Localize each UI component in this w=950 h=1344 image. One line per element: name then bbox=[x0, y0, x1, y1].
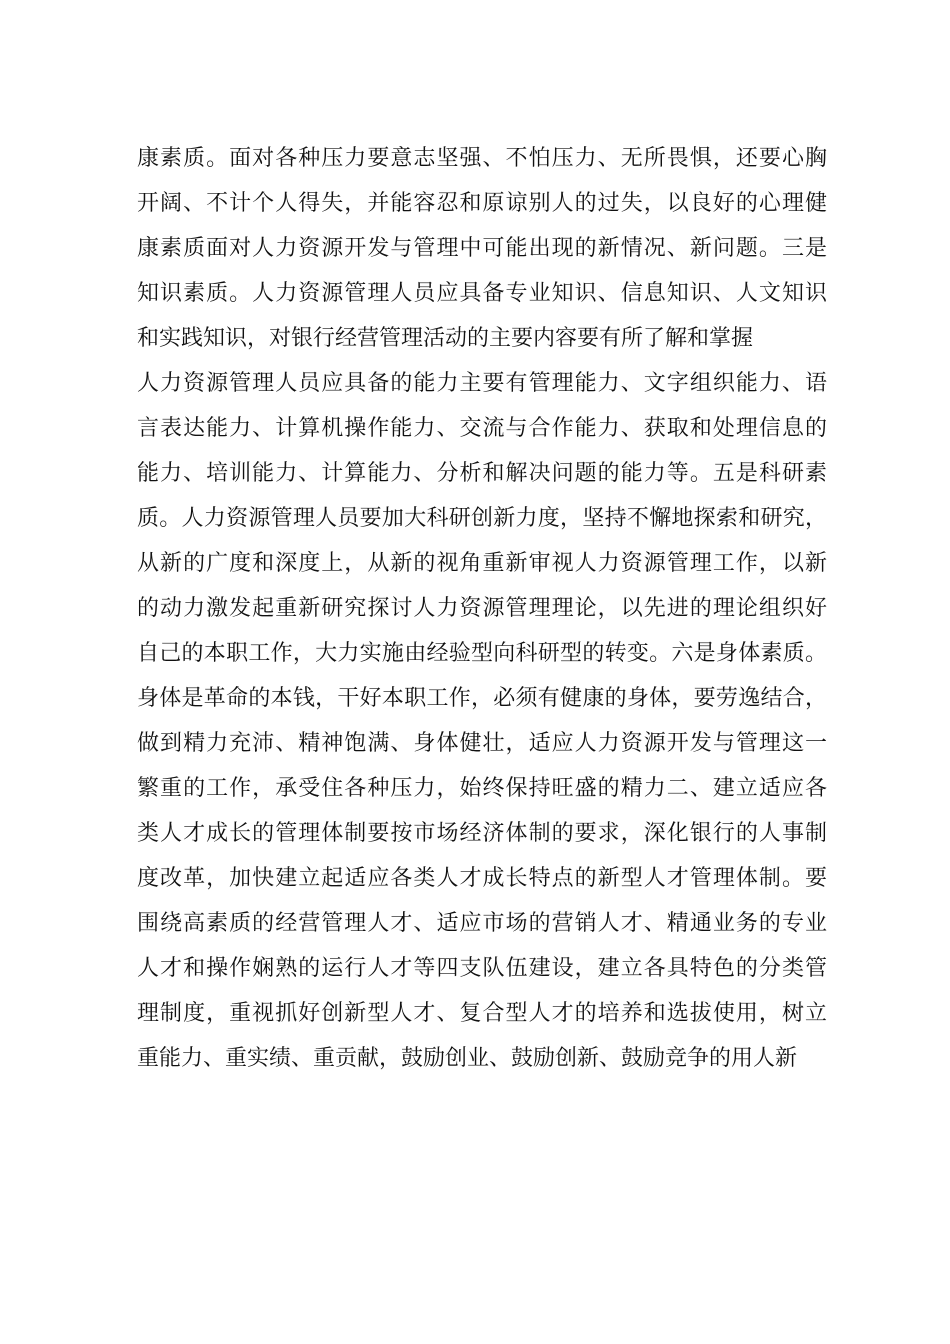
text-line: 质。人力资源管理人员要加大科研创新力度，坚持不懈地探索和研究， bbox=[137, 506, 827, 531]
text-line: 的动力激发起重新研究探讨人力资源管理理论，以先进的理论组织好 bbox=[137, 596, 827, 621]
text-line: 类人才成长的管理体制要按市场经济体制的要求，深化银行的人事制 bbox=[137, 821, 827, 846]
text-line: 能力、培训能力、计算能力、分析和解决问题的能力等。五是科研素 bbox=[137, 461, 827, 486]
text-line: 人才和操作娴熟的运行人才等四支队伍建设，建立各具特色的分类管 bbox=[137, 956, 827, 981]
text-line: 度改革，加快建立起适应各类人才成长特点的新型人才管理体制。要 bbox=[137, 866, 827, 891]
text-line: 言表达能力、计算机操作能力、交流与合作能力、获取和处理信息的 bbox=[137, 416, 827, 441]
text-line: 康素质面对人力资源开发与管理中可能出现的新情况、新问题。三是 bbox=[137, 236, 827, 261]
body-text bbox=[137, 136, 827, 1081]
text-line: 人力资源管理人员应具备的能力主要有管理能力、文字组织能力、语 bbox=[137, 371, 827, 396]
text-line: 和实践知识，对银行经营管理活动的主要内容要有所了解和掌握 bbox=[137, 326, 754, 351]
text-line: 从新的广度和深度上，从新的视角重新审视人力资源管理工作，以新 bbox=[137, 551, 827, 576]
text-line: 重能力、重实绩、重贡献，鼓励创业、鼓励创新、鼓励竞争的用人新 bbox=[137, 1046, 798, 1071]
text-line: 做到精力充沛、精神饱满、身体健壮，适应人力资源开发与管理这一 bbox=[137, 731, 827, 756]
text-line: 自己的本职工作，大力实施由经验型向科研型的转变。六是身体素质。 bbox=[137, 641, 827, 666]
text-line: 围绕高素质的经营管理人才、适应市场的营销人才、精通业务的专业 bbox=[137, 911, 827, 936]
text-line: 理制度，重视抓好创新型人才、复合型人才的培养和选拔使用，树立 bbox=[137, 1001, 827, 1026]
text-line: 康素质。面对各种压力要意志坚强、不怕压力、无所畏惧，还要心胸 bbox=[137, 146, 827, 171]
text-line: 繁重的工作，承受住各种压力，始终保持旺盛的精力二、建立适应各 bbox=[137, 776, 827, 801]
text-line: 身体是革命的本钱，干好本职工作，必须有健康的身体，要劳逸结合， bbox=[137, 686, 827, 711]
text-line: 开阔、不计个人得失，并能容忍和原谅别人的过失，以良好的心理健 bbox=[137, 191, 827, 216]
text-line: 知识素质。人力资源管理人员应具备专业知识、信息知识、人文知识 bbox=[137, 281, 827, 306]
